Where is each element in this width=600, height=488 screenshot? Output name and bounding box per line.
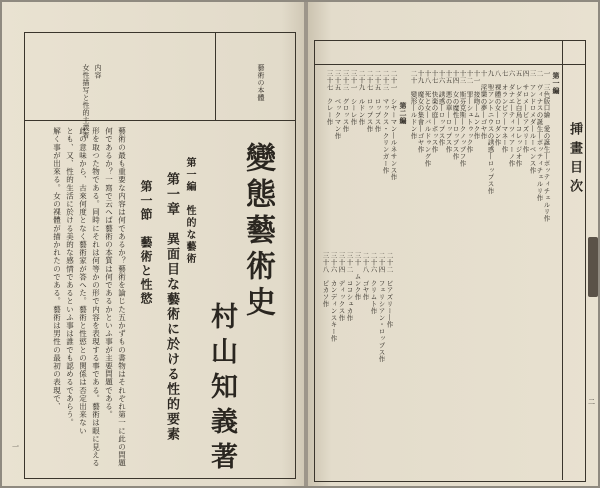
body-column-1: 藝術の最も重要な内容は何であるか？藝術を論じた五かずもの書物はそれぞれ第一に此の問題: [117, 127, 127, 468]
part1-label: 第一編: [552, 72, 561, 95]
toc-entry: 三 アンドロメダ―ルーベンス作: [528, 70, 537, 174]
toc-entry: 二十六 クリムト作: [369, 252, 378, 315]
header-right-text: 藝術の本體: [257, 64, 265, 102]
toc-entry: 二 ヴィナスの誕生―ボッティチェルリ作: [535, 70, 544, 202]
toc-entry: 十 淫樂の夢―ゴヤ作: [479, 70, 488, 139]
body-column-4: 此の意味から、古來何度となく藝術家が答へた。藝術と性慾との関係は否定出来ない: [78, 127, 88, 435]
toc-entry: 二十八 ゴヤ作: [361, 252, 370, 301]
book-author: 村山知義著: [206, 302, 237, 477]
toc-entry: 九 聖アントニウスの誘惑―ロップス作: [486, 70, 495, 195]
toc-entry: 十八 死と女―バルドゥング作: [423, 70, 432, 167]
body-column-3: 形を取つた物である。同時にそれは何等かの形で内容を表現する事である。藝術は眼に見える: [91, 127, 101, 468]
right-page: [308, 2, 598, 486]
body-column-2: 何であるか？一寫で云へば藝術の本質は何であるかといふ事が主要問題である。: [104, 127, 114, 419]
chapter-heading: 第一章 異面目な藝術に於ける性的要素: [164, 172, 179, 442]
toc-entry: 三十八 ピカソ作: [321, 252, 330, 308]
toc-entry: 六 ダナエ―ティツィアーノ作: [507, 70, 516, 167]
toc-entry: 八 裸體の女―ロダン作: [493, 70, 502, 146]
toc-entry: 四 サロメ―ビアズリー作: [521, 70, 530, 153]
left-header-rule: [24, 120, 295, 121]
toc-entry: 二十七 ロップス作: [365, 70, 374, 133]
toc-entry: 十五 悪の華―ロップス作: [444, 70, 453, 153]
toc-entry: 十一 接吻―ムンク作: [472, 70, 481, 139]
toc-entry: 十三 斯芬克斯―クノップフ作: [458, 70, 467, 167]
toc-entry: 二十 變形―ルドン作: [409, 70, 418, 139]
toc-entry: 二十一 シヤーマン―ルネサンス作: [389, 70, 398, 181]
toc-entry: 二十九 ルドン作: [357, 70, 366, 126]
toc-title: 挿畫目次: [567, 122, 582, 198]
toc-entry: 二十三 マックス・クリンガー作: [381, 70, 390, 174]
toc-entry: 十七 快楽の庭―ボッス作: [430, 70, 439, 153]
body-column-6: 解く事が出來る。女の裸體が描かれたのである。藝術は男性の最初の表現で、: [52, 127, 62, 411]
header-left-text-1: 内容: [94, 64, 102, 79]
section-heading: 第一節 藝術と性慾: [139, 180, 153, 306]
part-heading: 第一編 性的な藝術: [184, 157, 195, 265]
body-column-5: とも、又、性的生活に於ける美的な感情であるといふ事は誰でも認めるであらう。: [65, 127, 75, 427]
toc-entry: 二十二 ビアズリー―作: [385, 252, 394, 328]
left-page: [2, 2, 306, 486]
toc-entry: 三十一 シーレ作: [349, 70, 358, 126]
toc-entry: 十四 女の魔性―ロップス作: [451, 70, 460, 160]
toc-entry: 一 三色版口繪 愛の誕生―ボッティチェルリ作: [542, 70, 551, 222]
left-page-number: 一: [12, 443, 19, 451]
toc-entry: 二十四 フェリシアン・ロップス作: [377, 252, 386, 363]
toc-entry: 五 レダと白鳥―コレッジオ作: [514, 70, 523, 167]
toc-entry: 三十七 クレー作: [325, 70, 334, 126]
toc-entry: 三十二 ココシュカ作: [345, 252, 354, 321]
header-left-text-2: 女性描写と性的主義者: [82, 64, 90, 139]
book-title: 變態藝術史: [240, 142, 275, 322]
book-clip: [588, 237, 598, 297]
right-top-rule: [314, 64, 585, 65]
right-page-number: 二: [588, 398, 595, 406]
toc-entry: 三十 ムンク作: [353, 252, 362, 301]
right-title-divider: [562, 40, 563, 480]
part2-label: 第二編: [399, 102, 408, 125]
open-book: [2, 2, 598, 486]
toc-entry: 二十五 ロップス作: [373, 70, 382, 133]
toc-entry: 三十六 カンディンスキー作: [329, 252, 338, 342]
toc-entry: 三十三 グロッス作: [341, 70, 350, 133]
toc-entry: 三十四 ディックス作: [337, 252, 346, 321]
toc-entry: 七 オランピア―マネー作: [500, 70, 509, 153]
left-header-divider: [215, 32, 216, 120]
toc-entry: 十六 誘惑―ロップス作: [437, 70, 446, 146]
toc-entry: 十九 魔女の集會―ゴヤ作: [416, 70, 425, 153]
toc-entry: 三十五 ベックマン作: [333, 70, 342, 139]
toc-entry: 十二 罪―シュトゥック作: [465, 70, 474, 153]
